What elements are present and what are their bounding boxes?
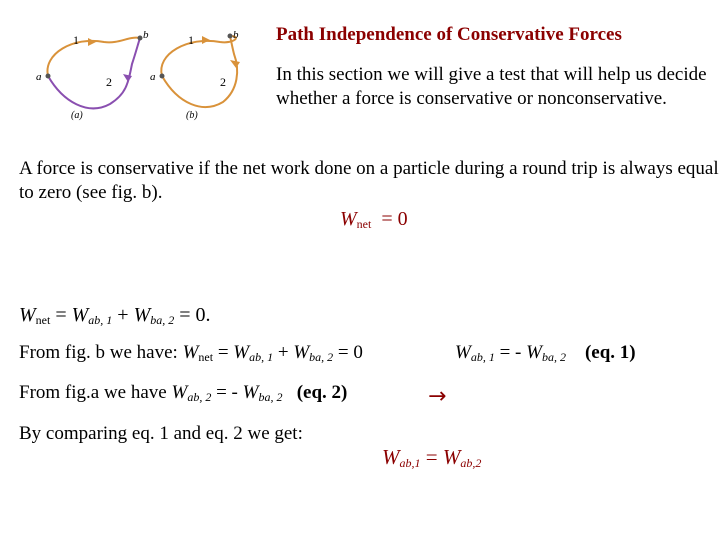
fig-b-equation-line: From fig. b we have: $W_{net} = W_{ab, 1} + W_{ba, 2} = 0$ (19, 342, 363, 364)
figure-b-point-a (160, 74, 165, 79)
figure-b-label-b: b (233, 29, 239, 41)
implies-arrow-icon: → (428, 384, 447, 409)
figure-b-path-1 (161, 36, 236, 76)
wnet-zero-equation: $W_{net} = 0$ (340, 208, 408, 231)
final-equation: $W_{ab,1} = W_{ab,2}$ (382, 445, 482, 470)
page-title: Path Independence of Conservative Forces (276, 24, 622, 45)
figure-a-point-b (138, 36, 143, 41)
figure-b-arrow-2 (230, 60, 240, 68)
comparison-text: By comparing eq. 1 and eq. 2 we get: (19, 423, 303, 444)
figure-b-label-1: 1 (188, 33, 194, 47)
equation-1: $W_{ab, 1}$ = - $W_{ba, 2}$ (eq. 1) (455, 342, 636, 364)
figure-a-label-b: b (143, 29, 149, 41)
figure-b-caption: (b) (186, 110, 198, 121)
figure-a-path-1 (47, 38, 140, 76)
fig-a-equation-line: From fig.a we have $W_{ab, 2}$ = - $W_{ba, 2}$ (eq. 2) (19, 382, 348, 404)
figure-a-caption: (a) (71, 110, 83, 121)
figure-b-path-2 (162, 36, 237, 107)
figure-b-label-2: 2 (220, 75, 226, 89)
definition-text: A force is conservative if the net work done on a particle during a round trip is always equal to zero (see fig. b). (19, 158, 719, 203)
figure-b-label-a: a (150, 71, 156, 83)
figure-a-arrow-2 (123, 74, 132, 82)
figure-a (36, 29, 149, 121)
intro-text: In this section we will give a test that will help us decide whether a force is conservative or nonconservative. (276, 64, 707, 109)
figure-a-label-1: 1 (73, 33, 79, 47)
figure-a-arrow-1 (88, 38, 96, 46)
figure-a-label-a: a (36, 71, 42, 83)
figure-b-arrow-1 (202, 36, 210, 44)
figure-a-point-a (46, 74, 51, 79)
figure-b-point-b (228, 34, 233, 39)
net-work-sum-equation: $W_{net} = W_{ab, 1} + W_{ba, 2} = 0$. (19, 304, 211, 327)
figure-b (150, 29, 240, 121)
figure-a-label-2: 2 (106, 75, 112, 89)
path-figure (28, 24, 278, 134)
